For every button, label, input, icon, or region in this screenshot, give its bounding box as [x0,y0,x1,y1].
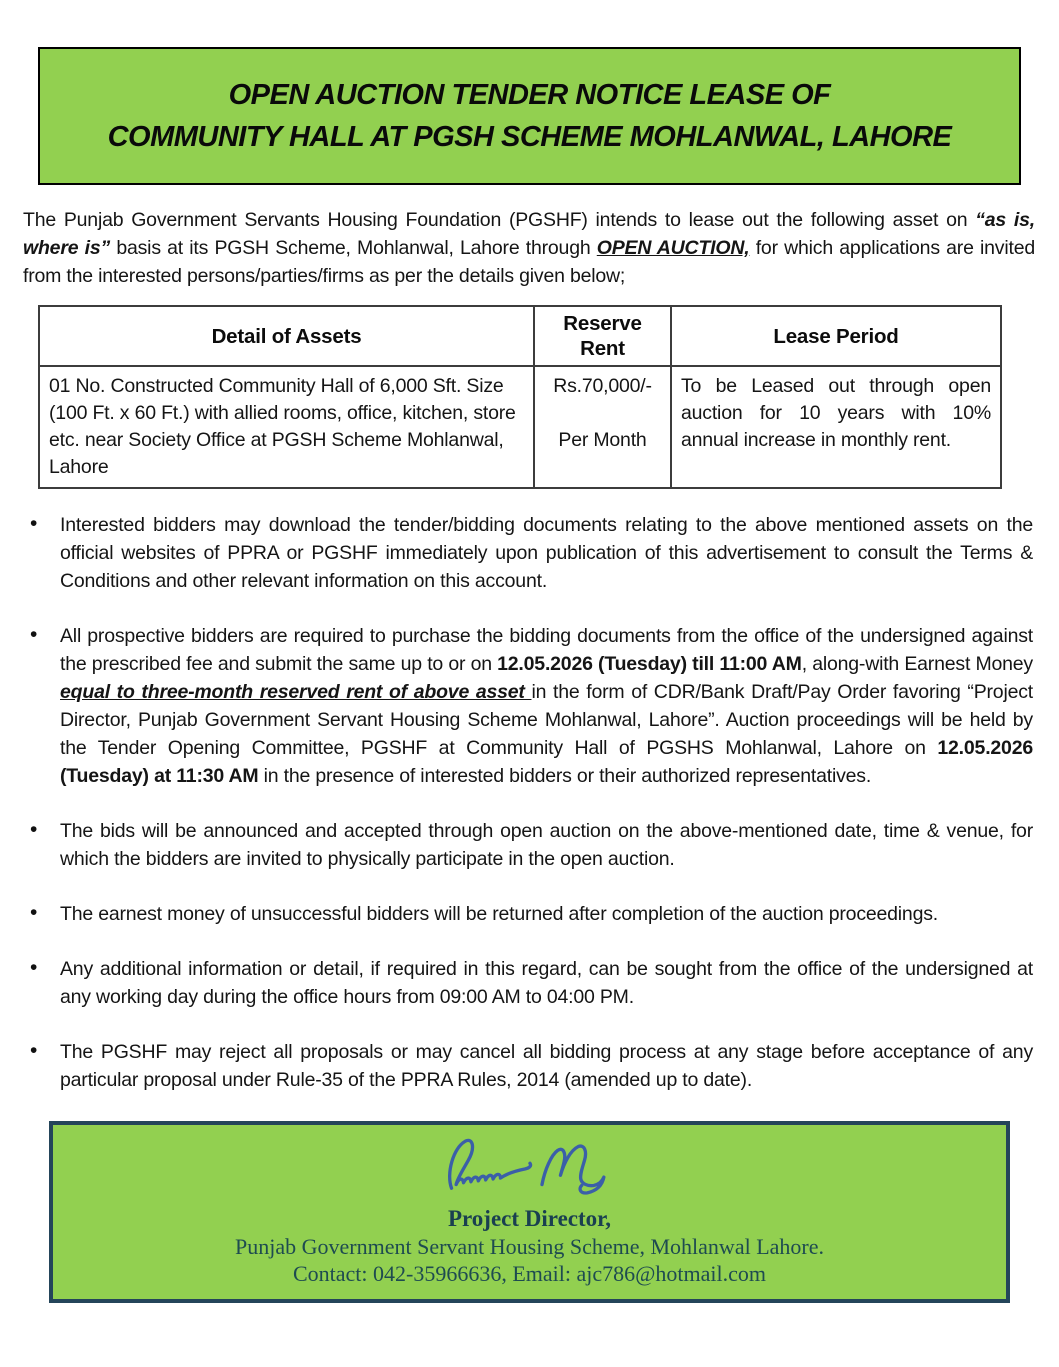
footer-signature-box [49,1121,1010,1303]
assets-table [38,305,1002,489]
intro-run-1: The Punjab Government Servants Housing Foundation (PGSHF) intends to lease out the following asset on [23,209,976,231]
reserve-rent-cell [534,366,671,488]
notice-title-line-1: OPEN AUCTION TENDER NOTICE LEASE OF [228,79,831,111]
intro-run-2: basis at its PGSH Scheme, Mohlanwal, Lahore through [110,237,597,259]
bullet-3-text: The bids will be announced and accepted through open auction on the above-mentioned date, time & venue, for which the bidders are invited to physically participate in the open auction. [60,820,1033,870]
bullet-2-run-1: All prospective bidders are required to purchase the bidding documents from the office of the undersigned against the prescribed fee and submit the same up to or on [60,625,1033,675]
signature-icon [415,1131,645,1203]
asset-detail-cell: 01 No. Constructed Community Hall of 6,000 Sft. Size (100 Ft. x 60 Ft.) with allied rooms, office, kitchen, store etc. near Society Office at PGSH Scheme Mohlanwal, Lahore [39,366,534,488]
bullet-bids-announced [23,817,1033,873]
rent-period: Per Month [558,429,647,451]
footer-contact: Contact: 042-35966636, Email: ajc786@hotmail.com [292,1261,766,1286]
notice-title-line-2: COMMUNITY HALL AT PGSH SCHEME MOHLANWAL, LAHORE [107,121,952,153]
bullet-2-run-2: , along-with Earnest Money [801,653,1033,675]
assets-table-header-row [39,306,1001,366]
column-header-detail-of-assets: Detail of Assets [39,306,534,366]
column-header-reserve-rent: Reserve Rent [534,306,671,366]
bullet-4-text: The earnest money of unsuccessful bidders will be returned after completion of the auction proceedings. [60,903,938,925]
intro-open-auction-phrase: OPEN AUCTION, [596,237,750,259]
bullet-download-documents [23,511,1033,595]
bullet-2-run-4: in the presence of interested bidders or their authorized representatives. [258,765,872,787]
bullet-purchase-and-submit [23,622,1033,790]
lease-period-cell: To be Leased out through open auction for 10 years with 10% annual increase in monthly rent. [671,366,1001,488]
intro-paragraph [23,206,1035,290]
bullet-1-text: Interested bidders may download the tender/bidding documents relating to the above mentioned assets on the official websites of PPRA or PGSHF immediately upon publication of this advertisement to consult the Terms & Conditions and other relevant information on this account. [60,514,1033,592]
intro-run-3: for which applications are invited from the interested persons/parties/firms as per the details given below; [23,237,1035,287]
bullet-2-auction-datetime: 12.05.2026 (Tuesday) at 11:30 AM [60,737,1033,787]
notice-bullet-list [23,511,1033,1094]
bullet-2-earnest-money-phrase: equal to three-month reserved rent of above asset [60,681,532,703]
bullet-2-run-3: in the form of CDR/Bank Draft/Pay Order favoring “Project Director, Punjab Government Servant Housing Scheme Mohlanwal, Lahore”. Auction proceedings will be held by the Tender Opening Committee, PGSHF at Community Hall of PGSHS Mohlanwal, Lahore on [60,681,1033,759]
footer-designation: Project Director, [447,1206,612,1231]
signature-area [63,1129,996,1205]
rent-amount: Rs.70,000/- [553,375,652,397]
bullet-6-text: The PGSHF may reject all proposals or may cancel all bidding process at any stage before acceptance of any particular proposal under Rule-35 of the PPRA Rules, 2014 (amended up to date). [60,1041,1033,1091]
assets-table-row [39,366,1001,488]
column-header-lease-period: Lease Period [671,306,1001,366]
bullet-rejection-rights [23,1038,1033,1094]
footer-organization: Punjab Government Servant Housing Scheme, Mohlanwal Lahore. [235,1234,824,1259]
intro-as-is-phrase: “as is, where is” [23,209,1035,259]
notice-title-banner [38,47,1021,185]
bullet-2-deadline: 12.05.2026 (Tuesday) till 11:00 AM [497,653,802,675]
bullet-earnest-money-return [23,900,1033,928]
bullet-additional-information [23,955,1033,1011]
bullet-5-text: Any additional information or detail, if required in this regard, can be sought from the office of the undersigned at any working day during the office hours from 09:00 AM to 04:00 PM. [60,958,1033,1008]
